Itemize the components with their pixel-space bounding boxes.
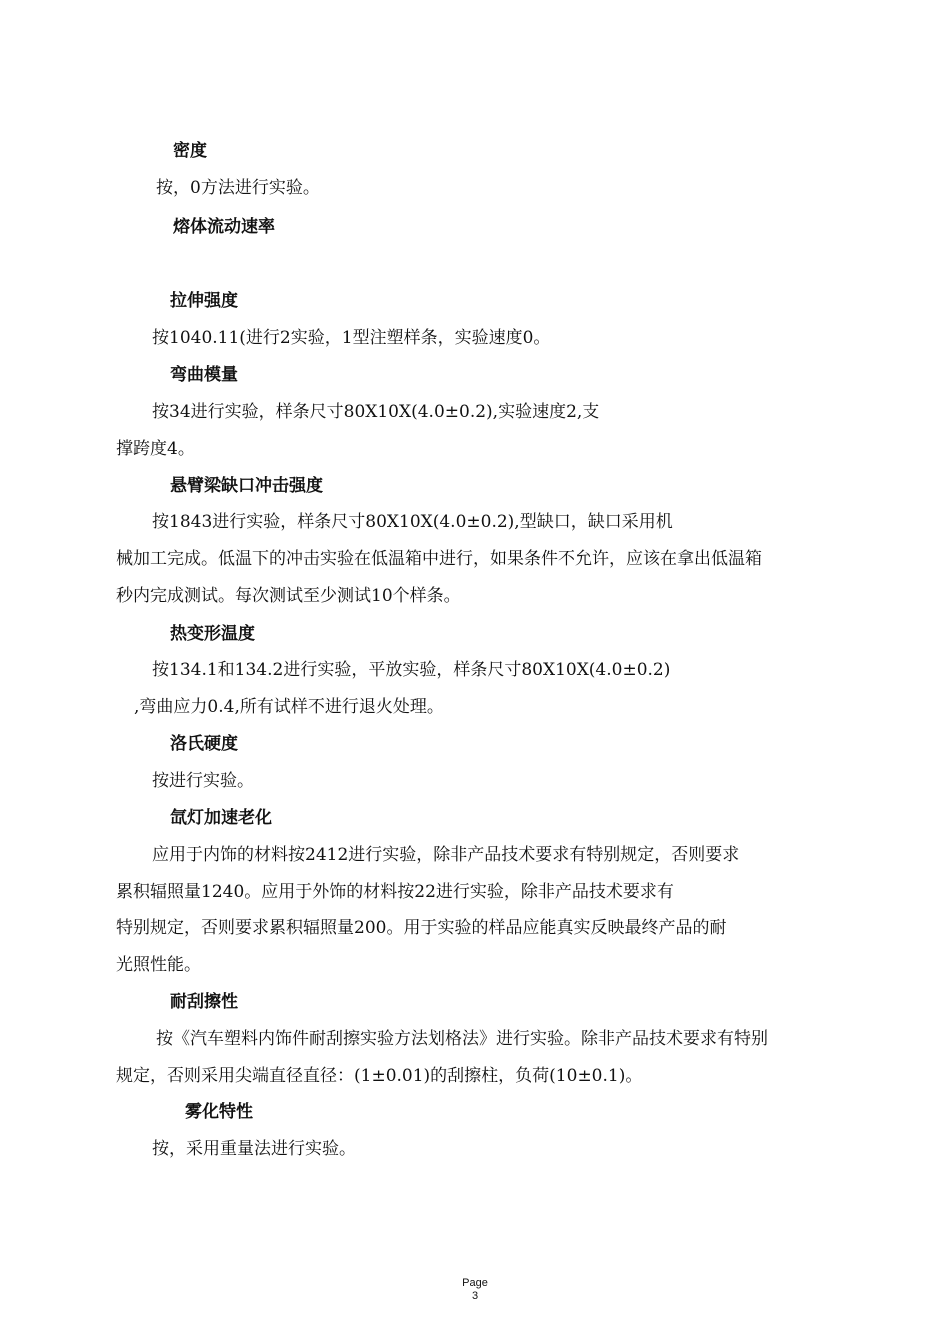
section-text: 应用于内饰的材料按2412进行实验，除非产品技术要求有特别规定，否则要求 [152, 845, 740, 865]
page-number: 3 [471, 1290, 479, 1302]
section-heading-rockwell-hardness: 洛氏硬度 [170, 734, 238, 754]
page-footer-label: Page [462, 1277, 488, 1289]
section-text: 械加工完成。低温下的冲击实验在低温箱中进行，如果条件不允许，应该在拿出低温箱 [116, 549, 762, 569]
section-heading-xenon-aging: 氙灯加速老化 [170, 808, 272, 828]
section-text: 特别规定，否则要求累积辐照量200。用于实验的样品应能真实反映最终产品的耐 [116, 918, 727, 938]
section-text: 按1843进行实验，样条尺寸80X10X(4.0±0.2),型缺口，缺口采用机 [152, 512, 673, 532]
section-text: 按134.1和134.2进行实验，平放实验，样条尺寸80X10X(4.0±0.2) [152, 660, 671, 680]
section-heading-tensile-strength: 拉伸强度 [170, 291, 238, 311]
section-text: 按34进行实验，样条尺寸80X10X(4.0±0.2),实验速度2,支 [152, 402, 600, 422]
section-text: 按，采用重量法进行实验。 [152, 1139, 356, 1159]
section-text: 撑跨度4。 [116, 439, 195, 459]
section-text: 按进行实验。 [152, 771, 254, 791]
section-text: 秒内完成测试。每次测试至少测试10个样条。 [116, 586, 461, 606]
section-text: 规定，否则采用尖端直径直径：(1±0.01)的刮擦柱，负荷(10±0.1)。 [116, 1066, 643, 1086]
section-text: 累积辐照量1240。应用于外饰的材料按22进行实验，除非产品技术要求有 [116, 882, 674, 902]
section-text: 按，0方法进行实验。 [156, 178, 320, 198]
section-heading-scratch-resistance: 耐刮擦性 [170, 992, 238, 1012]
section-text: 光照性能。 [116, 955, 201, 975]
section-heading-flexural-modulus: 弯曲模量 [170, 365, 238, 385]
section-heading-fogging: 雾化特性 [185, 1102, 253, 1122]
section-text: ,弯曲应力0.4,所有试样不进行退火处理。 [134, 697, 444, 717]
section-heading-heat-deflection: 热变形温度 [170, 624, 255, 644]
section-heading-izod-impact: 悬臂梁缺口冲击强度 [170, 476, 323, 496]
section-heading-density: 密度 [173, 141, 207, 161]
section-text: 按1040.11(进行2实验，1型注塑样条，实验速度0。 [152, 328, 551, 348]
section-text: 按《汽车塑料内饰件耐刮擦实验方法划格法》进行实验。除非产品技术要求有特别 [156, 1029, 768, 1049]
section-heading-melt-flow-rate: 熔体流动速率 [173, 217, 275, 237]
